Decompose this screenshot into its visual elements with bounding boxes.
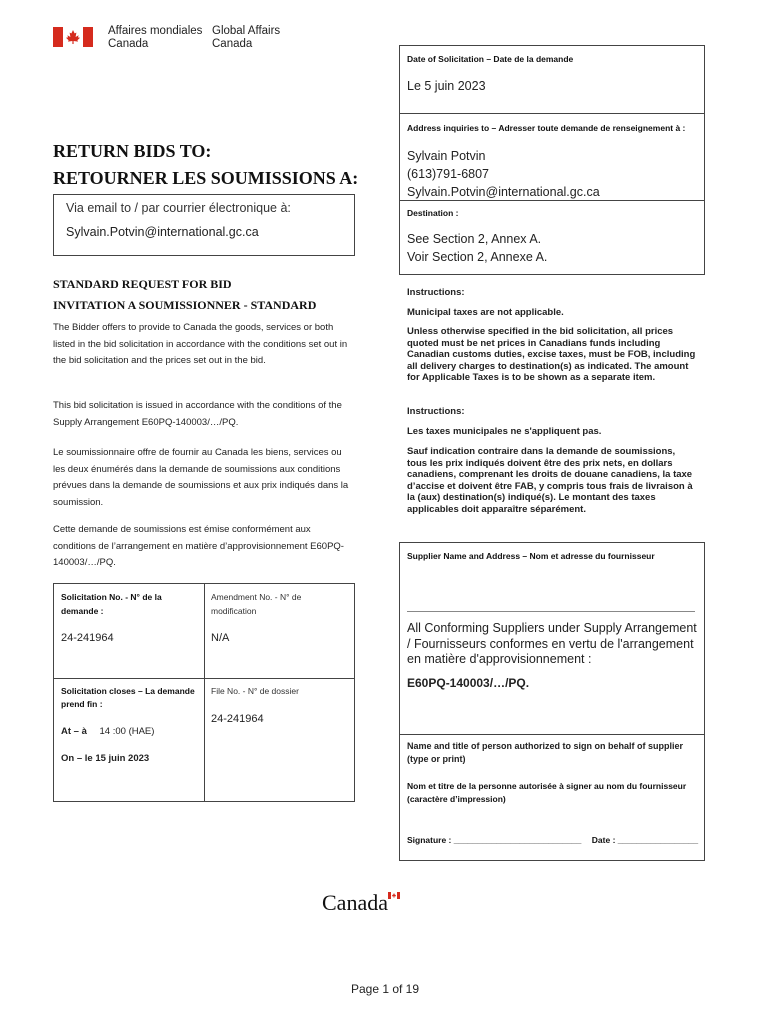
solicitation-closes-label-1: Solicitation closes – La demande bbox=[61, 686, 195, 696]
supplier-sa-number: E60PQ-140003/…/PQ. bbox=[407, 676, 530, 690]
date-of-solicitation-label: Date of Solicitation – Date de la demande bbox=[407, 54, 574, 64]
supplier-text: All Conforming Suppliers under Supply Arrangement / Fournisseurs conformes en vertu de l'arrangement en matière d'approvisionnement : bbox=[407, 621, 697, 666]
dept-fr-line1: Affaires mondiales bbox=[108, 25, 203, 37]
request-title-fr: INVITATION A SOUMISSIONNER - STANDARD bbox=[53, 298, 317, 312]
solicitation-no-label bbox=[61, 590, 162, 618]
contact-name: Sylvain Potvin bbox=[407, 149, 486, 163]
request-title-en: STANDARD REQUEST FOR BID bbox=[53, 277, 232, 291]
signature-label: Signature : ___________________________ bbox=[407, 835, 582, 845]
return-bids-line1: RETURN BIDS TO: bbox=[53, 141, 212, 161]
amendment-no-value: N/A bbox=[211, 632, 230, 644]
address-inquiries-label: Address inquiries to – Adresser toute demande de renseignement à : bbox=[407, 123, 686, 133]
supplier-box bbox=[399, 542, 705, 861]
instructions-text-fr: Sauf indication contraire dans la demande de soumissions, tous les prix indiqués doivent être des prix nets, en dollars canadiens, comprenant les droits de douane canadiens, la taxe d’accise et doivent être FAB, y compris tous frais de livraison à la (aux) destination(s) indiqué(s). Le montant des taxes applicables doit apparaître séparément. bbox=[407, 446, 693, 515]
date-sign-label: Date : _________________ bbox=[591, 835, 699, 845]
municipal-taxes-en: Municipal taxes are not applicable. bbox=[407, 307, 564, 318]
canada-flag-icon bbox=[53, 27, 93, 47]
email-intro: Via email to / par courrier électronique à: bbox=[66, 201, 291, 215]
contact-phone: (613)791-6807 bbox=[407, 167, 490, 181]
supply-arrangement-paragraph-en: This bid solicitation is issued in accordance with the conditions of the Supply Arrangement E60PQ-140003/…/PQ. bbox=[53, 400, 342, 428]
solicitation-no-label-2: demande : bbox=[61, 606, 104, 616]
supplier-name-line bbox=[407, 611, 695, 612]
department-name-en bbox=[212, 25, 280, 50]
return-bids-title bbox=[53, 138, 358, 192]
at-value: 14 :00 (HAE) bbox=[99, 726, 155, 737]
solicitation-no-value: 24-241964 bbox=[61, 632, 114, 644]
authorized-person-label-fr: Nom et titre de la personne autorisée à signer au nom du fournisseur (caractère d’impression) bbox=[407, 781, 687, 804]
destination-fr: Voir Section 2, Annexe A. bbox=[407, 250, 548, 264]
file-no-value: 24-241964 bbox=[211, 713, 264, 725]
municipal-taxes-fr: Les taxes municipales ne s'appliquent pas. bbox=[407, 426, 602, 437]
wordmark-flag-icon bbox=[388, 892, 400, 899]
solicitation-closes-label-2: prend fin : bbox=[61, 699, 103, 709]
return-bids-line2: RETOURNER LES SOUMISSIONS A: bbox=[53, 168, 359, 188]
file-no-label: File No. - N° de dossier bbox=[211, 686, 299, 696]
signature-field bbox=[407, 834, 698, 846]
instructions-text-en: Unless otherwise specified in the bid solicitation, all prices quoted must be net prices in Canadians funds including Canadian customs duties, excise taxes, must be FOB, including all delivery charges to destination(s) as indicated. The amount for Applicable Taxes is to be shown as a separate item. bbox=[407, 326, 696, 383]
department-name-fr bbox=[108, 25, 202, 50]
page-number: Page 1 of 19 bbox=[350, 982, 420, 996]
dept-en-line1: Global Affairs bbox=[212, 25, 281, 37]
instructions-label-en: Instructions: bbox=[407, 287, 465, 298]
closing-date: On – le 15 juin 2023 bbox=[61, 753, 150, 764]
at-label: At – à bbox=[61, 726, 87, 737]
destination-en: See Section 2, Annex A. bbox=[407, 232, 542, 246]
solicitation-closes-label bbox=[61, 685, 195, 711]
authorized-person-label-en: Name and title of person authorized to sign on behalf of supplier (type or print) bbox=[407, 741, 684, 764]
dept-en-line2: Canada bbox=[212, 37, 253, 50]
bidder-offer-paragraph-fr: Le soumissionnaire offre de fournir au Canada les biens, services ou les deux énumérés dans la demande de soumissions aux conditions prévues dans la demande de soumissions et aux prix indiqués dans la soumission. bbox=[53, 447, 349, 508]
bidder-offer-paragraph-en: The Bidder offers to provide to Canada the goods, services or both listed in the bid solicitation in accordance with the conditions set out in the bid solicitation and the prices set out in the bid. bbox=[53, 322, 348, 366]
canada-wordmark bbox=[322, 890, 404, 916]
amendment-no-label bbox=[211, 590, 301, 618]
supplier-label: Supplier Name and Address – Nom et adresse du fournisseur bbox=[407, 551, 655, 561]
contact-email: Sylvain.Potvin@international.gc.ca bbox=[407, 185, 600, 199]
date-of-solicitation-value: Le 5 juin 2023 bbox=[407, 79, 486, 93]
amendment-no-label-1: Amendment No. - N° de bbox=[211, 592, 302, 602]
instructions-label-fr: Instructions: bbox=[407, 406, 465, 417]
supply-arrangement-paragraph-fr: Cette demande de soumissions est émise conformément aux conditions de l’arrangement en matière d’approvisionnement E60PQ-140003/…/PQ. bbox=[53, 524, 344, 568]
return-email: Sylvain.Potvin@international.gc.ca bbox=[66, 225, 259, 239]
amendment-no-label-2: modification bbox=[211, 606, 257, 616]
dept-fr-line2: Canada bbox=[108, 37, 149, 50]
canada-wordmark-text: Canada bbox=[322, 890, 388, 915]
solicitation-no-label-1: Solicitation No. - N° de la bbox=[61, 592, 162, 602]
closing-time bbox=[61, 726, 154, 737]
destination-label: Destination : bbox=[407, 208, 459, 218]
